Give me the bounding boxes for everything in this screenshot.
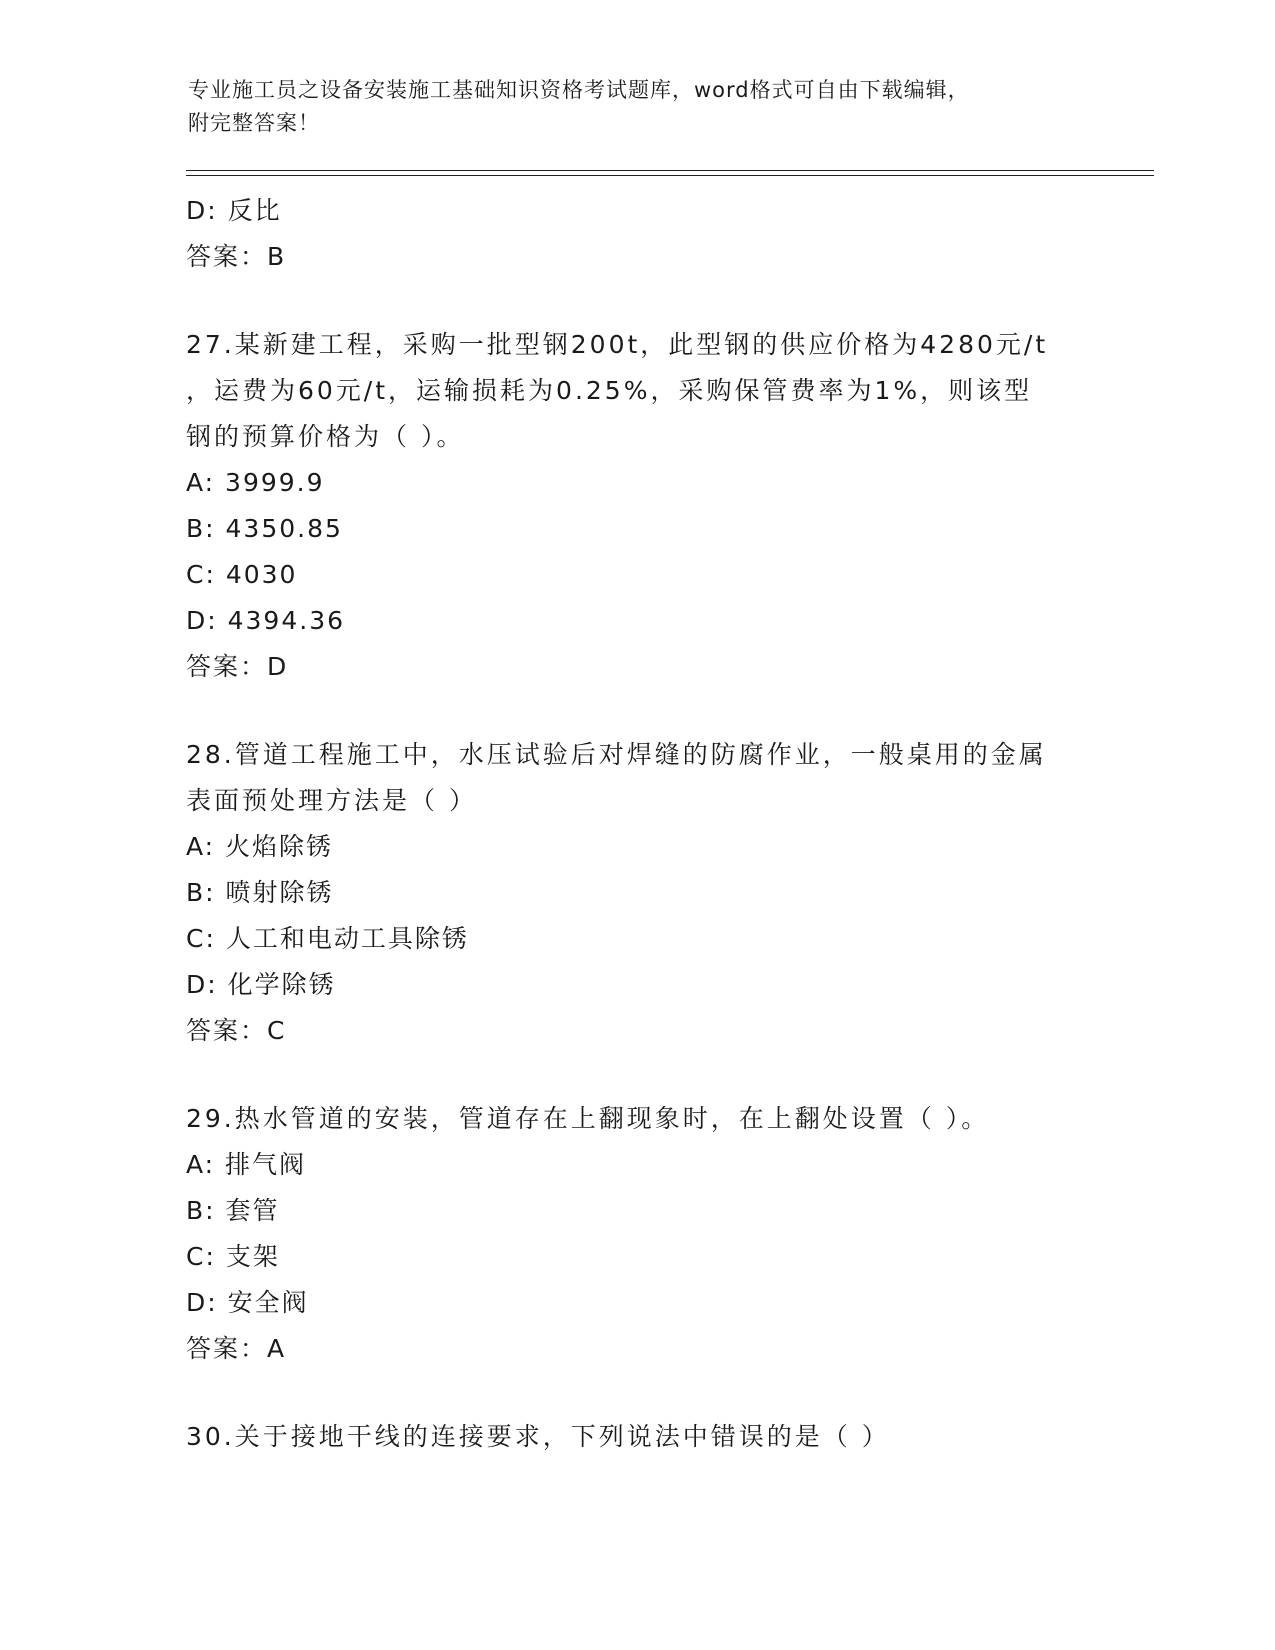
answer-line: 答案：C	[186, 1016, 287, 1045]
spacer	[186, 1372, 1086, 1414]
question-30	[186, 1414, 1086, 1460]
question-27	[186, 322, 1086, 690]
answer-line: 答案：B	[186, 242, 287, 271]
question-list	[186, 188, 1086, 1460]
option-d: D: 化学除锈	[186, 970, 336, 999]
answer-line: 答案：A	[186, 1334, 287, 1363]
header-divider-bottom	[186, 175, 1154, 176]
option-b: B: 4350.85	[186, 514, 343, 543]
option-c: C: 支架	[186, 1242, 280, 1271]
question-stem-line: ，运费为60元/t，运输损耗为0.25%，采购保管费率为1%，则该型	[186, 376, 1033, 405]
option-b: B: 喷射除锈	[186, 878, 334, 907]
answer-line: 答案：D	[186, 652, 289, 681]
question-29	[186, 1096, 1086, 1372]
question-stem-line: 钢的预算价格为（ ）。	[186, 422, 465, 451]
question-stem-line: 29.热水管道的安装，管道存在上翻现象时，在上翻处设置（ ）。	[186, 1104, 990, 1133]
option-a: A: 3999.9	[186, 468, 325, 497]
spacer	[186, 280, 1086, 322]
option-a: A: 排气阀	[186, 1150, 307, 1179]
header-line-2: 附完整答案！	[188, 111, 320, 135]
header-line-1: 专业施工员之设备安装施工基础知识资格考试题库，word格式可自由下载编辑，	[188, 78, 970, 102]
question-stem-line: 表面预处理方法是（ ）	[186, 786, 477, 815]
option-c: C: 4030	[186, 560, 298, 589]
option-c: C: 人工和电动工具除锈	[186, 924, 469, 953]
option-a: A: 火焰除锈	[186, 832, 334, 861]
option-d: D: 安全阀	[186, 1288, 309, 1317]
question-28	[186, 732, 1086, 1054]
spacer	[186, 690, 1086, 732]
question-stem-line: 27.某新建工程，采购一批型钢200t，此型钢的供应价格为4280元/t	[186, 330, 1049, 359]
question-stem-line: 28.管道工程施工中，水压试验后对焊缝的防腐作业，一般桌用的金属	[186, 740, 1047, 769]
question-stem-line: 30.关于接地干线的连接要求，下列说法中错误的是（ ）	[186, 1422, 890, 1451]
spacer	[186, 1054, 1086, 1096]
option-d: D: 反比	[186, 196, 282, 225]
option-d: D: 4394.36	[186, 606, 346, 635]
option-b: B: 套管	[186, 1196, 280, 1225]
header-divider-top	[186, 170, 1154, 171]
document-header	[188, 74, 1088, 140]
